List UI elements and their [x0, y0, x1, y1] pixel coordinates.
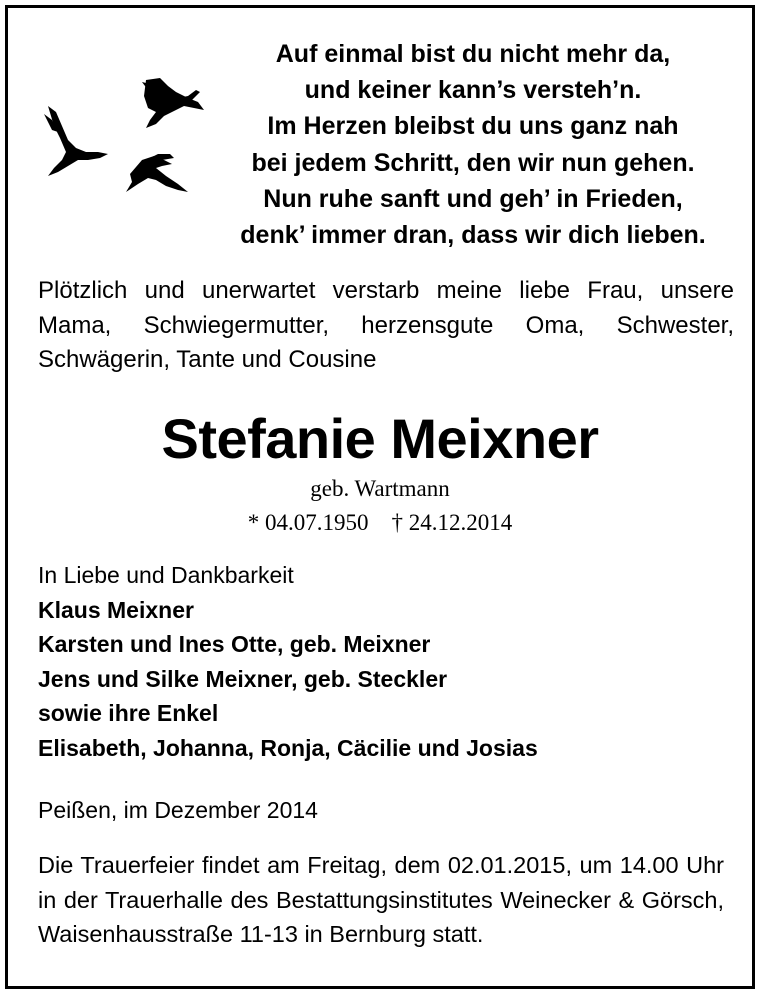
announcement-text: Plötzlich und unerwartet verstarb meine liebe Frau, unsere Mama, Schwiegermutter, herzensgute Oma, Schwester, Schwägerin, Tante und Cousine	[38, 277, 734, 373]
maiden-name: geb. Wartmann	[310, 476, 450, 501]
mourner-line: sowie ihre Enkel	[38, 700, 219, 726]
flying-cranes-icon	[38, 68, 218, 208]
life-dates: * 04.07.1950 † 24.12.2014	[247, 510, 513, 535]
crane-silhouette-bottom	[126, 154, 188, 192]
mourners-opening: In Liebe und Dankbarkeit	[38, 562, 294, 588]
poem-line: denk’ immer dran, dass wir dich lieben.	[240, 221, 706, 250]
mourners-list	[38, 558, 738, 765]
crane-silhouette-top	[142, 78, 204, 128]
poem	[203, 36, 743, 253]
poem-line: Nun ruhe sanft und geh’ in Frieden,	[263, 184, 683, 213]
mourner-line: Karsten und Ines Otte, geb. Meixner	[38, 631, 431, 657]
poem-line: und keiner kann’s versteh’n.	[304, 76, 642, 105]
deceased-name: Stefanie Meixner	[161, 407, 599, 470]
mourner-line: Jens und Silke Meixner, geb. Steckler	[38, 665, 448, 692]
mourner-line: Elisabeth, Johanna, Ronja, Cäcilie und Josias	[38, 734, 538, 761]
place-and-date: Peißen, im Dezember 2014	[38, 797, 318, 823]
obituary-notice	[5, 5, 755, 989]
poem-line: Auf einmal bist du nicht mehr da,	[275, 40, 671, 68]
mourner-line: Klaus Meixner	[38, 596, 194, 623]
crane-silhouette-left	[44, 106, 108, 176]
poem-line: bei jedem Schritt, den wir nun gehen.	[251, 148, 695, 177]
funeral-service-info: Die Trauerfeier findet am Freitag, dem 02.01.2015, um 14.00 Uhr in der Trauerhalle des Bestattungsinstitutes Weinecker & Görsch, Waisenhausstraße 11-13 in Bernburg statt.	[38, 852, 724, 947]
poem-line: Im Herzen bleibst du uns ganz nah	[267, 112, 679, 141]
